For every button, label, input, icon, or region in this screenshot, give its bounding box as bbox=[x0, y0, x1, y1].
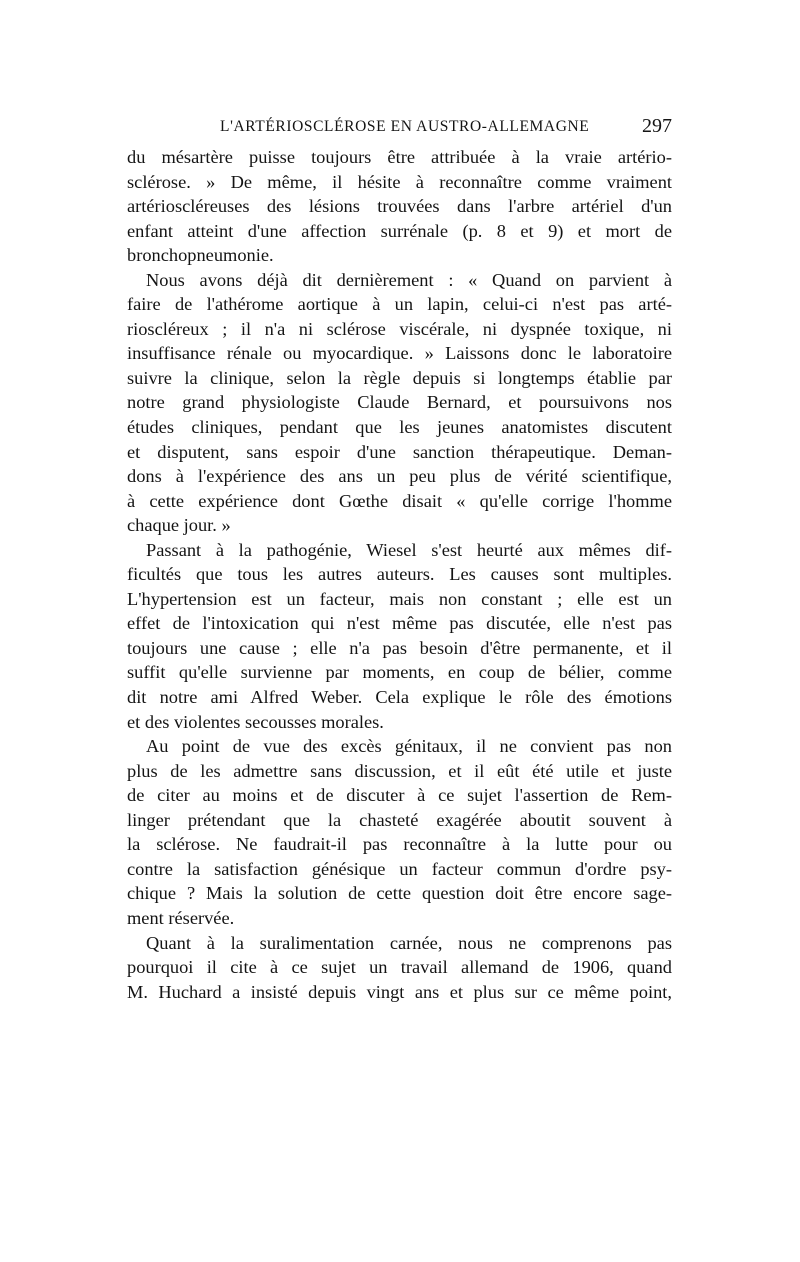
text-line: enfant atteint d'une affection surrénale (p. 8 et 9) et mort de bbox=[127, 220, 672, 241]
text-line: suivre la clinique, selon la règle depuis si longtemps établie par bbox=[127, 367, 672, 388]
text-line: Passant à la pathogénie, Wiesel s'est heurté aux mêmes dif- bbox=[146, 539, 672, 560]
text-line: et des violentes secousses morales. bbox=[127, 711, 384, 732]
paragraph-4 bbox=[127, 734, 672, 930]
text-line: effet de l'intoxication qui n'est même pas discutée, elle n'est pas bbox=[127, 613, 672, 634]
text-line: insuffisance rénale ou myocardique. » Laissons donc le laboratoire bbox=[127, 343, 672, 364]
text-line: dons à l'expérience des ans un peu plus de vérité scientifique, bbox=[127, 466, 672, 487]
text-line: Au point de vue des excès génitaux, il ne convient pas non bbox=[146, 736, 672, 757]
text-line: rioscléreux ; il n'a ni sclérose viscérale, ni dyspnée toxique, ni bbox=[127, 318, 672, 339]
page-number: 297 bbox=[642, 115, 672, 137]
text-line: et disputent, sans espoir d'une sanction thérapeutique. Deman- bbox=[127, 441, 672, 462]
text-line: artérioscléreuses des lésions trouvées dans l'arbre artériel d'un bbox=[127, 196, 672, 217]
page-header bbox=[127, 112, 672, 142]
text-line: sclérose. » De même, il hésite à reconnaître comme vraiment bbox=[127, 171, 672, 192]
text-line: bronchopneumonie. bbox=[127, 245, 274, 266]
text-line: dit notre ami Alfred Weber. Cela explique le rôle des émotions bbox=[127, 687, 672, 708]
text-line: plus de les admettre sans discussion, et il eût été utile et juste bbox=[127, 760, 672, 781]
text-line: contre la satisfaction génésique un facteur commun d'ordre psy- bbox=[127, 858, 672, 879]
text-line: faire de l'athérome aortique à un lapin, celui-ci n'est pas arté- bbox=[127, 294, 672, 315]
text-line: de citer au moins et de discuter à ce sujet l'assertion de Rem- bbox=[127, 785, 672, 806]
paragraph-1 bbox=[127, 145, 672, 268]
book-page bbox=[127, 112, 672, 1004]
text-line: L'hypertension est un facteur, mais non constant ; elle est un bbox=[127, 588, 672, 609]
body-text bbox=[127, 145, 672, 1004]
text-line: suffit qu'elle survienne par moments, en coup de bélier, comme bbox=[127, 662, 672, 683]
text-line: Quant à la suralimentation carnée, nous ne comprenons pas bbox=[146, 932, 672, 953]
running-title: L'ARTÉRIOSCLÉROSE EN AUSTRO-ALLEMAGNE bbox=[220, 118, 590, 135]
text-line: études cliniques, pendant que les jeunes anatomistes discutent bbox=[127, 417, 672, 438]
text-line: M. Huchard a insisté depuis vingt ans et plus sur ce même point, bbox=[127, 981, 672, 1002]
text-line: ment réservée. bbox=[127, 907, 235, 928]
text-line: pourquoi il cite à ce sujet un travail allemand de 1906, quand bbox=[127, 957, 672, 978]
text-line: notre grand physiologiste Claude Bernard, et poursuivons nos bbox=[127, 392, 672, 413]
paragraph-5 bbox=[127, 931, 672, 1005]
text-line: Nous avons déjà dit dernièrement : « Quand on parvient à bbox=[146, 269, 672, 290]
text-line: du mésartère puisse toujours être attribuée à la vraie artério- bbox=[127, 147, 672, 167]
paragraph-2 bbox=[127, 268, 672, 538]
text-line: chaque jour. » bbox=[127, 515, 231, 536]
text-line: linger prétendant que la chasteté exagérée aboutit souvent à bbox=[127, 809, 672, 830]
paragraph-3 bbox=[127, 538, 672, 734]
text-line: toujours une cause ; elle n'a pas besoin d'être permanente, et il bbox=[127, 637, 672, 658]
text-line: ficultés que tous les autres auteurs. Les causes sont multiples. bbox=[127, 564, 672, 585]
text-line: à cette expérience dont Gœthe disait « qu'elle corrige l'homme bbox=[127, 490, 672, 511]
text-line: chique ? Mais la solution de cette question doit être encore sage- bbox=[127, 883, 672, 904]
text-line: la sclérose. Ne faudrait-il pas reconnaître à la lutte pour ou bbox=[127, 834, 672, 855]
